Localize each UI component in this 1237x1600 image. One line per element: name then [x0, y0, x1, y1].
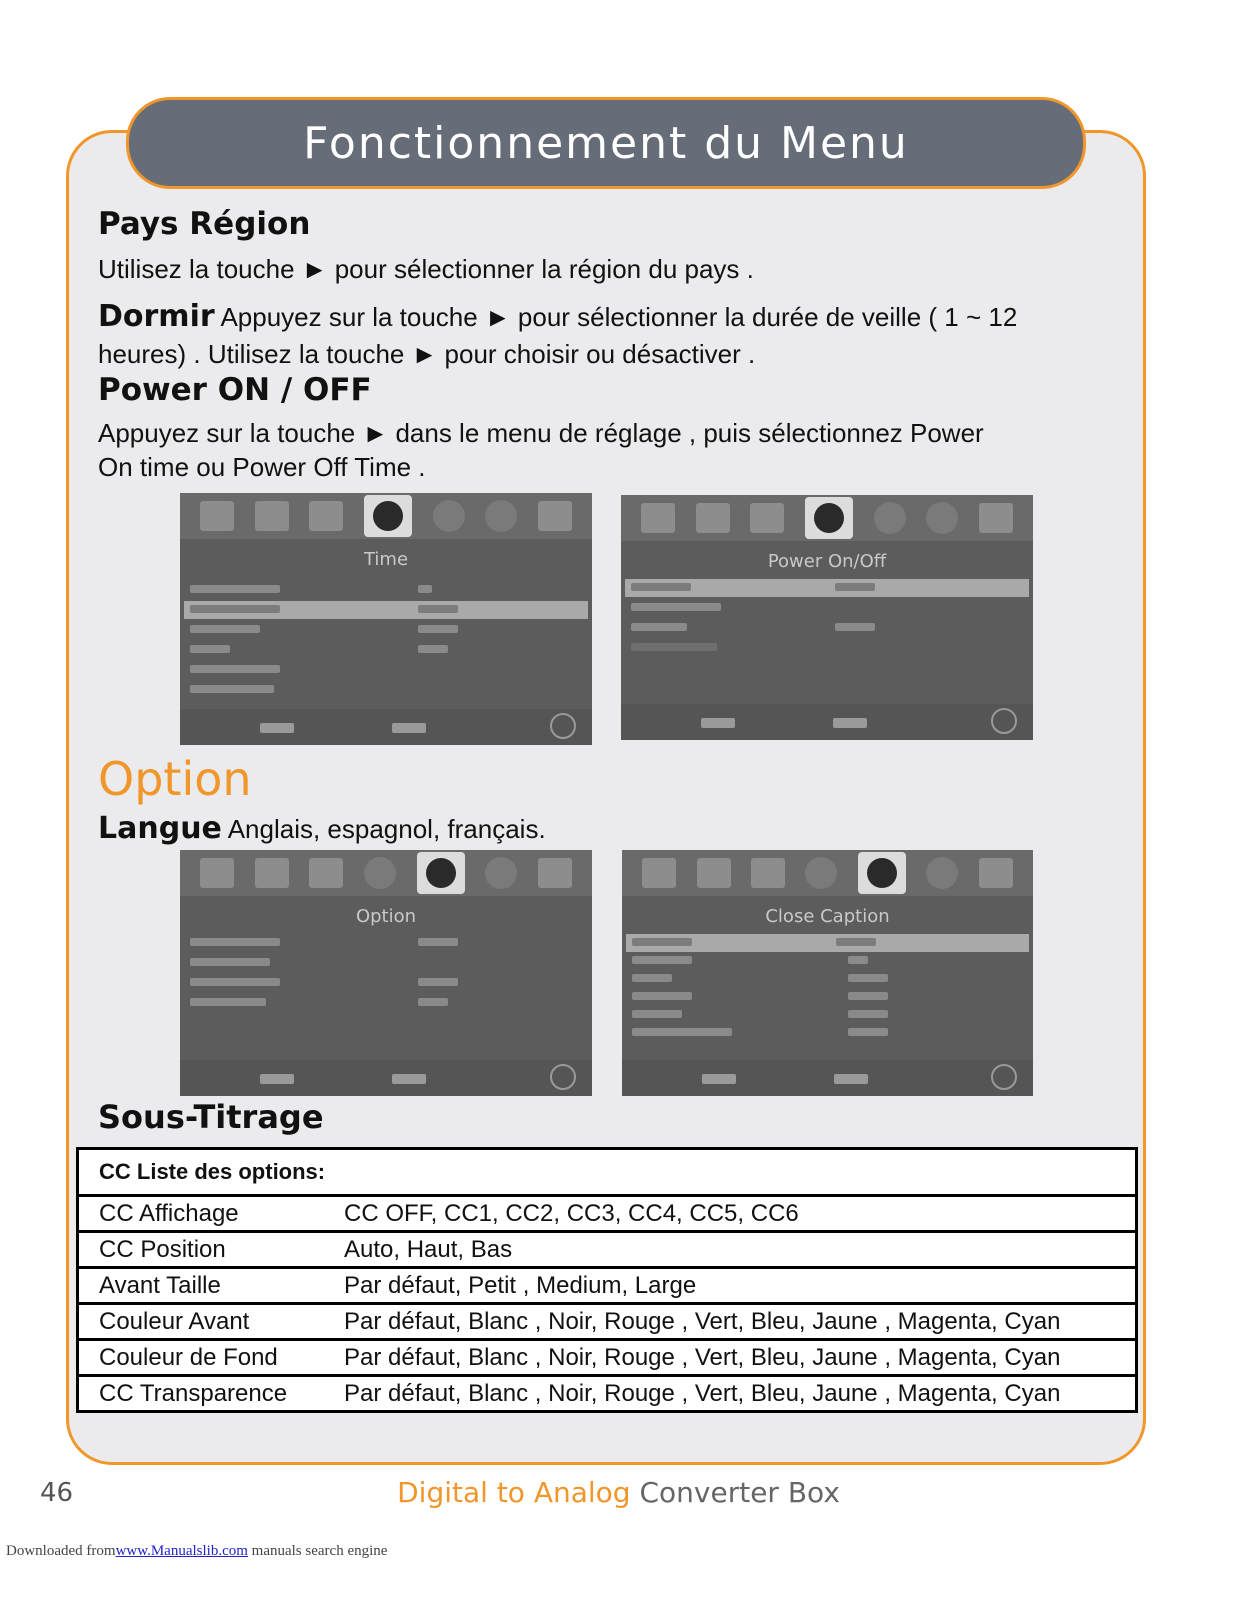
menu-row: [184, 581, 588, 599]
menu-tab-bar: [621, 495, 1033, 541]
menu-row: [184, 994, 588, 1012]
menu-tab-bar: [180, 850, 592, 896]
menu-row: [184, 621, 588, 639]
option-value: Auto, Haut, Bas: [324, 1232, 1137, 1268]
globe-icon: [417, 852, 465, 894]
dormir-line1: Appuyez sur la touche ► pour sélectionner la durée de veille ( 1 ~ 12: [220, 302, 1018, 332]
option-key: CC Affichage: [78, 1196, 325, 1232]
lock-icon: [979, 503, 1013, 533]
option-menu-screenshot: [180, 850, 592, 1096]
clock-icon: [805, 497, 853, 539]
channel-icon: [750, 503, 784, 533]
power-heading: Power ON / OFF: [98, 372, 372, 408]
screen-footer: [180, 1060, 592, 1096]
channel-icon: [309, 501, 343, 531]
sound-icon: [696, 503, 730, 533]
channel-icon: [309, 858, 343, 888]
langue-text: Anglais, espagnol, français.: [227, 814, 546, 844]
menu-row: [184, 934, 588, 952]
table-row: [78, 1232, 1137, 1268]
menu-row: [625, 619, 1029, 637]
navigation-icon: [991, 708, 1017, 734]
menu-row: [626, 952, 1029, 970]
option-value: Par défaut, Blanc , Noir, Rouge , Vert, Bleu, Jaune , Magenta, Cyan: [324, 1376, 1137, 1412]
time-menu-screenshot: [180, 493, 592, 745]
dormir-line2: heures) . Utilisez la touche ► pour choisir ou désactiver .: [98, 339, 756, 369]
download-suffix: manuals search engine: [251, 1543, 388, 1559]
navigation-icon: [991, 1064, 1017, 1090]
menu-tab-bar: [180, 493, 592, 539]
clock-icon: [364, 857, 396, 889]
disc-icon: [926, 502, 958, 534]
navigation-icon: [550, 713, 576, 739]
power-line1: Appuyez sur la touche ► dans le menu de réglage , puis sélectionnez Power: [98, 418, 984, 448]
navigation-icon: [550, 1064, 576, 1090]
menu-row-selected: [626, 934, 1029, 952]
table-header-row: [78, 1149, 1137, 1196]
langue-heading: Langue: [98, 811, 222, 846]
product-name-rest: Converter Box: [639, 1476, 840, 1509]
product-footer: [0, 1476, 1237, 1509]
menu-row: [626, 970, 1029, 988]
page-number: 46: [40, 1478, 74, 1508]
menu-row-selected: [184, 601, 588, 619]
channel-icon: [751, 858, 785, 888]
option-heading: Option: [98, 752, 252, 806]
screen-title: Power On/Off: [767, 551, 887, 572]
option-value: Par défaut, Blanc , Noir, Rouge , Vert, Bleu, Jaune , Magenta, Cyan: [324, 1340, 1137, 1376]
lock-icon: [538, 501, 572, 531]
menu-row: [625, 599, 1029, 617]
table-row: [78, 1196, 1137, 1232]
disc-icon: [485, 857, 517, 889]
menu-tab-bar: [622, 850, 1033, 896]
menu-row: [626, 1006, 1029, 1024]
option-value: Par défaut, Petit , Medium, Large: [324, 1268, 1137, 1304]
option-key: Couleur Avant: [78, 1304, 325, 1340]
screen-footer: [622, 1060, 1033, 1096]
picture-icon: [200, 501, 234, 531]
option-key: CC Transparence: [78, 1376, 325, 1412]
screen-title: Close Caption: [765, 906, 890, 927]
manualslib-link[interactable]: www.Manualslib.com: [115, 1543, 248, 1559]
product-name-accent: Digital to Analog: [397, 1476, 631, 1509]
langue-paragraph: [98, 812, 546, 846]
menu-row: [626, 988, 1029, 1006]
option-value: Par défaut, Blanc , Noir, Rouge , Vert, Bleu, Jaune , Magenta, Cyan: [324, 1304, 1137, 1340]
pays-region-heading: Pays Région: [98, 206, 311, 242]
menu-row: [625, 639, 1029, 657]
cc-options-table: [76, 1147, 1138, 1413]
screen-footer: [621, 704, 1033, 740]
menu-row: [184, 681, 588, 699]
clock-icon: [805, 857, 837, 889]
table-row: [78, 1304, 1137, 1340]
download-prefix: Downloaded from: [6, 1543, 116, 1559]
globe-icon: [433, 500, 465, 532]
dormir-paragraph: [98, 300, 1017, 334]
table-header: CC Liste des options:: [78, 1149, 1137, 1196]
picture-icon: [641, 503, 675, 533]
sound-icon: [697, 858, 731, 888]
screen-title: Option: [355, 906, 417, 927]
lock-icon: [538, 858, 572, 888]
menu-row: [184, 661, 588, 679]
table-row: [78, 1340, 1137, 1376]
sous-titrage-heading: Sous-Titrage: [98, 1098, 324, 1136]
disc-icon: [926, 857, 958, 889]
power-menu-screenshot: [621, 495, 1033, 740]
option-key: CC Position: [78, 1232, 325, 1268]
globe-icon: [858, 852, 906, 894]
table-row: [78, 1268, 1137, 1304]
menu-row: [184, 974, 588, 992]
picture-icon: [200, 858, 234, 888]
picture-icon: [642, 858, 676, 888]
globe-icon: [874, 502, 906, 534]
screen-title: Time: [363, 549, 409, 570]
menu-row: [184, 954, 588, 972]
menu-row: [626, 1024, 1029, 1042]
option-key: Avant Taille: [78, 1268, 325, 1304]
menu-row-selected: [625, 579, 1029, 597]
clock-icon: [364, 495, 412, 537]
lock-icon: [979, 858, 1013, 888]
pays-region-text: Utilisez la touche ► pour sélectionner la région du pays .: [98, 254, 754, 284]
disc-icon: [485, 500, 517, 532]
page-title: Fonctionnement du Menu: [303, 117, 909, 169]
title-bar: [126, 97, 1086, 189]
sound-icon: [255, 501, 289, 531]
dormir-heading: Dormir: [98, 299, 215, 334]
close-caption-screenshot: [622, 850, 1033, 1096]
option-value: CC OFF, CC1, CC2, CC3, CC4, CC5, CC6: [324, 1196, 1137, 1232]
download-notice: [6, 1543, 387, 1560]
table-row: [78, 1376, 1137, 1412]
menu-row: [184, 641, 588, 659]
sound-icon: [255, 858, 289, 888]
power-line2: On time ou Power Off Time .: [98, 452, 426, 482]
screen-footer: [180, 709, 592, 745]
option-key: Couleur de Fond: [78, 1340, 325, 1376]
